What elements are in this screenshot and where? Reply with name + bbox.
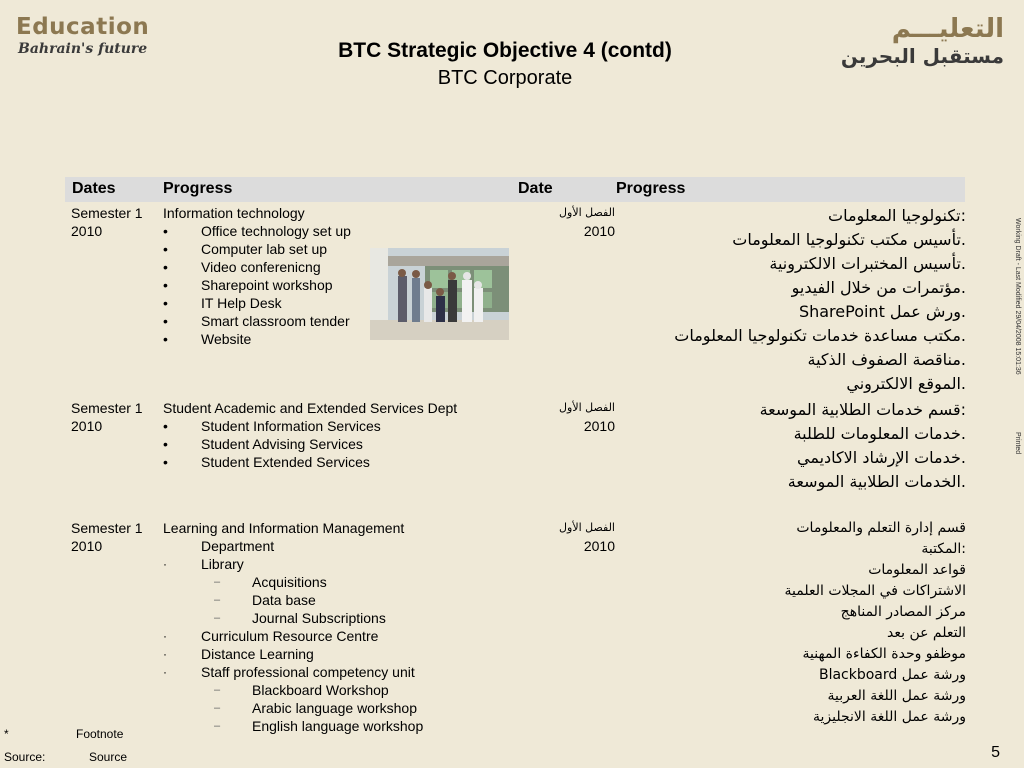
row2-heading: Student Academic and Extended Services Dept	[163, 400, 458, 416]
bullet-icon: •	[163, 259, 168, 275]
row3-subitem: English language workshop	[252, 718, 424, 734]
row2-item: Student Extended Services	[201, 454, 370, 470]
logo-en-line2: Bahrain's future	[18, 41, 148, 57]
row3-date-line1: Semester 1	[71, 520, 143, 536]
row1-item: Smart classroom tender	[201, 313, 350, 329]
row1-item: Sharepoint workshop	[201, 277, 333, 293]
row3-subitem: Acquisitions	[252, 574, 327, 590]
bullet-icon: ·	[163, 665, 167, 679]
header-date-right: Date	[518, 180, 553, 197]
footnote-mark: *	[4, 727, 9, 741]
bullet-icon: •	[163, 313, 168, 329]
bullet-icon: •	[163, 454, 168, 470]
row1-ar-line: :تكنولوجيا المعلومات	[828, 206, 966, 225]
row1-ar-line: .ورش عمل SharePoint	[798, 302, 966, 321]
source: Source	[89, 750, 128, 764]
bullet-icon: •	[163, 436, 168, 452]
row2-ar-line: :قسم خدمات الطلابية الموسعة	[759, 400, 966, 419]
row1-ar-line: .مؤتمرات من خلال الفيديو	[791, 278, 966, 297]
slide-title	[0, 38, 1010, 92]
row1-ar-line: .الموقع الالكتروني	[846, 374, 966, 393]
row3-item: Staff professional competency unit	[201, 664, 415, 680]
printed-note: Printed	[1014, 432, 1021, 455]
row3-subitem: Arabic language workshop	[252, 700, 417, 716]
bullet-icon: •	[163, 331, 168, 347]
working-draft-note: Working Draft - Last Modified 29/04/2008 15:01:36	[1014, 218, 1021, 375]
header-progress: Progress	[163, 180, 233, 197]
dash-icon: –	[214, 702, 221, 714]
row1-date-line1: Semester 1	[71, 205, 143, 221]
row1-ar-date: الفصل الأول	[559, 206, 615, 219]
row1-heading: Information technology	[163, 205, 305, 221]
row3-ar-line: :المكتبة	[921, 541, 966, 557]
row3-subitem: Blackboard Workshop	[252, 682, 389, 698]
row2-ar-line: .خدمات المعلومات للطلبة	[793, 424, 966, 443]
row2-ar-date: الفصل الأول	[559, 401, 615, 414]
row3-ar-line: مركز المصادر المناهج	[840, 604, 966, 620]
row2-date-line1: Semester 1	[71, 400, 143, 416]
row3-ar-line: ورشة عمل اللغة الانجليزية	[812, 709, 966, 725]
row2-ar-line: .خدمات الإرشاد الاكاديمي	[797, 448, 966, 467]
bullet-icon: •	[163, 241, 168, 257]
bullet-icon: •	[163, 277, 168, 293]
footnote: Footnote	[76, 727, 124, 741]
row1-date-line2: 2010	[71, 223, 103, 239]
row3-ar-line: ورشة عمل Blackboard	[818, 667, 966, 683]
row3-heading-line1: Learning and Information Management	[163, 520, 405, 536]
logo-en-line1: Education	[16, 14, 150, 40]
students-photo	[370, 248, 509, 340]
dash-icon: –	[214, 684, 221, 696]
row3-subitem: Journal Subscriptions	[252, 610, 386, 626]
header-progress-right: Progress	[616, 180, 686, 197]
dash-icon: –	[214, 720, 221, 732]
row3-ar-line: قسم إدارة التعلم والمعلومات	[796, 520, 966, 536]
bullet-icon: •	[163, 223, 168, 239]
logo-ar-line2: مستقبل البحرين	[840, 44, 1004, 68]
row3-subitem: Data base	[252, 592, 316, 608]
row1-item: Website	[201, 331, 252, 347]
bullet-icon: •	[163, 418, 168, 434]
source-label: Source:	[4, 750, 46, 764]
row3-ar-line: التعلم عن بعد	[887, 625, 966, 641]
row3-ar-date: الفصل الأول	[559, 521, 615, 534]
row1-item: Computer lab set up	[201, 241, 328, 257]
bullet-icon: ·	[163, 647, 167, 661]
row3-item: Curriculum Resource Centre	[201, 628, 379, 644]
row2-num-date: 2010	[583, 418, 615, 434]
row3-ar-line: الاشتراكات في المجلات العلمية	[784, 583, 966, 599]
row2-ar-line: .الخدمات الطلابية الموسعة	[787, 472, 966, 491]
dash-icon: –	[214, 594, 221, 606]
bullet-icon: ·	[163, 629, 167, 643]
row1-item: Office technology set up	[201, 223, 351, 239]
bullet-icon: ·	[163, 557, 167, 571]
students-photo-illustration	[370, 248, 509, 340]
row3-num-date: 2010	[583, 538, 615, 554]
row1-ar-line: .تأسيس مكتب تكنولوجيا المعلومات	[732, 230, 966, 249]
row1-ar-line: .مناقصة الصفوف الذكية	[807, 350, 966, 369]
row3-heading-line2: Department	[201, 538, 275, 554]
row3-item: Distance Learning	[201, 646, 314, 662]
row1-item: IT Help Desk	[201, 295, 282, 311]
dash-icon: –	[214, 612, 221, 624]
bullet-icon: •	[163, 295, 168, 311]
row3-item: Library	[201, 556, 244, 572]
row1-ar-line: .مكتب مساعدة خدمات تكنولوجيا المعلومات	[674, 326, 966, 345]
logo-ar-line1: التعليـــم	[891, 14, 1004, 44]
row2-item: Student Information Services	[201, 418, 381, 434]
row3-ar-line: موظفو وحدة الكفاءة المهنية	[802, 646, 966, 662]
title-sub: BTC Corporate	[437, 67, 573, 89]
row2-date-line2: 2010	[71, 418, 103, 434]
row1-num-date: 2010	[583, 223, 615, 239]
row2-item: Student Advising Services	[201, 436, 363, 452]
row3-date-line2: 2010	[71, 538, 103, 554]
page-number: 5	[991, 744, 1000, 761]
row1-item: Video conferenicng	[201, 259, 321, 275]
title-main: BTC Strategic Objective 4 (contd)	[338, 39, 672, 62]
row1-ar-line: .تأسيس المختبرات الالكترونية	[769, 254, 966, 273]
header-dates: Dates	[72, 180, 116, 197]
row3-ar-line: ورشة عمل اللغة العربية	[827, 688, 966, 704]
dash-icon: –	[214, 576, 221, 588]
row3-ar-line: قواعد المعلومات	[868, 562, 966, 578]
